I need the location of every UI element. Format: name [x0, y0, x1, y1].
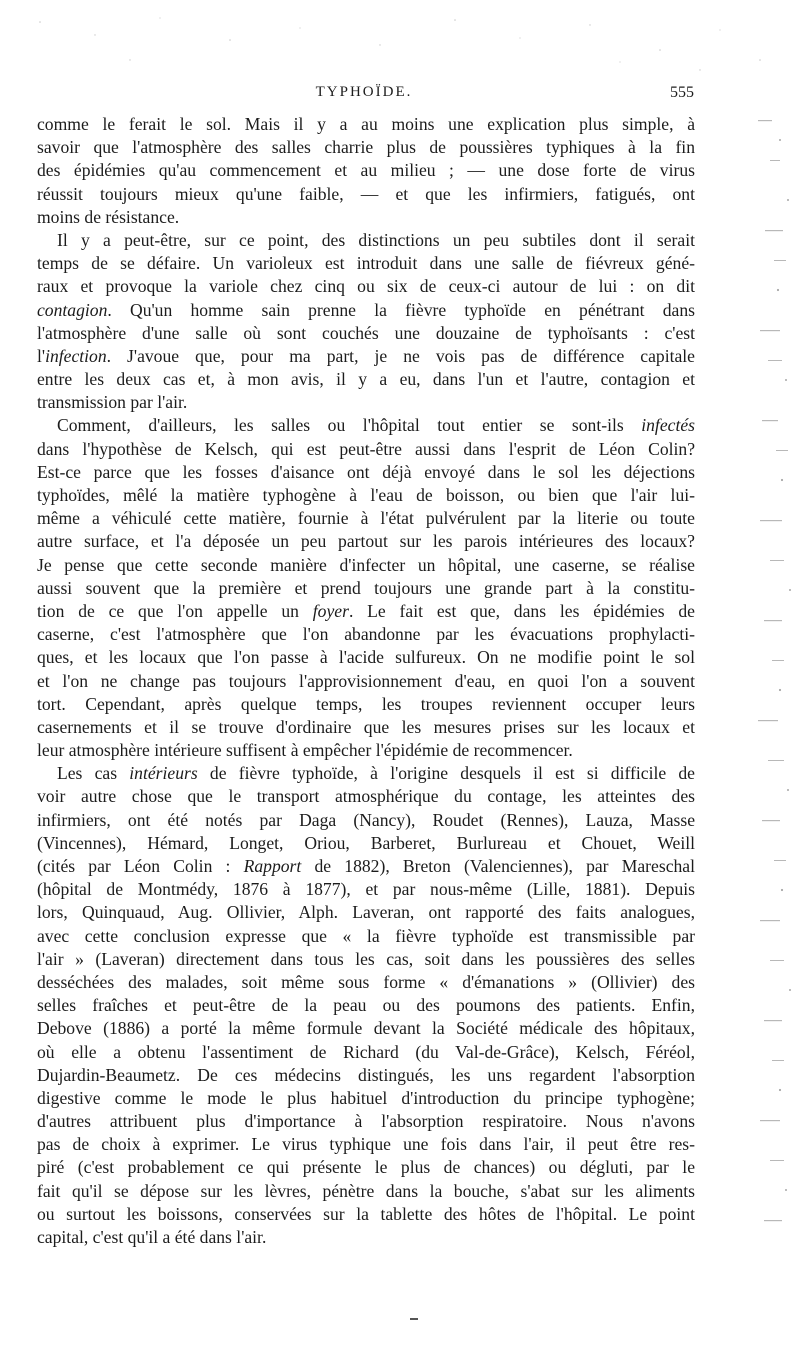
text-segment: fait qu'il se dépose sur les lèvres, pénètre dans la bouche, s'abat sur les aliments	[37, 1180, 695, 1201]
text-line	[37, 507, 695, 530]
running-header	[34, 80, 694, 106]
text-line	[37, 878, 695, 901]
text-segment: Je pense que cette seconde manière d'infecter un hôpital, une caserne, se réalise	[37, 554, 695, 575]
text-segment: réussit toujours mieux qu'une faible, — et que les infirmiers, fatigués, ont	[37, 183, 695, 204]
italic-text: contagion	[37, 299, 108, 320]
text-segment: transmission par l'air.	[37, 392, 188, 413]
text-line	[37, 600, 695, 623]
text-line	[37, 809, 695, 832]
text-segment: savoir que l'atmosphère des salles charrie plus de poussières typhiques à la fin	[37, 137, 695, 158]
text-segment: (cités par Léon Colin :	[37, 856, 244, 876]
text-line	[37, 925, 695, 948]
text-line	[37, 948, 695, 971]
text-line	[37, 901, 695, 924]
scan-noise-right-margin	[690, 0, 800, 1362]
text-line	[37, 994, 695, 1017]
text-segment: avec cette conclusion expresse que « la fièvre typhoïde est transmissible par	[37, 925, 695, 946]
text-line	[37, 414, 695, 437]
text-segment: desséchées des malades, soit même sous forme « d'émanations » (Ollivier) des	[37, 971, 695, 992]
text-segment: (Vincennes), Hémard, Longet, Oriou, Barberet, Burlureau et Chouet, Weill	[37, 832, 695, 853]
text-line	[37, 554, 695, 577]
text-segment: d'autres attribuent plus d'importance à l'absorption respiratoire. Nous n'avons	[37, 1111, 695, 1132]
text-line	[37, 739, 695, 762]
italic-text: infectés	[641, 415, 695, 436]
text-line	[37, 971, 695, 994]
text-segment: dans l'hypothèse de Kelsch, qui est peut-être aussi dans l'esprit de Léon Colin?	[37, 438, 695, 459]
text-line	[37, 136, 695, 159]
text-segment: ques, et les locaux que l'on passe à l'acide sulfureux. On ne modifie point le sol	[37, 647, 695, 668]
text-segment: typhoïdes, mêlé la matière typhogène à l'eau de boisson, ou bien que l'air lui-	[37, 485, 695, 505]
text-line	[37, 275, 695, 298]
text-line	[37, 345, 695, 368]
text-line	[37, 623, 695, 646]
scan-mark	[410, 1318, 418, 1320]
text-segment: Dujardin-Beaumetz. De ces médecins distingués, les uns regardent l'absorption	[37, 1064, 695, 1085]
text-line	[37, 1041, 695, 1064]
text-segment: lors, Quinquaud, Aug. Ollivier, Alph. Laveran, ont rapporté des faits analogues,	[37, 902, 695, 923]
text-line	[37, 1226, 695, 1249]
text-line	[37, 762, 695, 785]
text-line	[37, 1180, 695, 1203]
text-segment: entre les deux cas et, à mon avis, il y a eu, dans l'un et l'autre, contagion et	[37, 369, 695, 390]
text-line	[37, 368, 695, 391]
text-segment: digestive comme le mode le plus habituel d'introduction du principe typhogène;	[37, 1087, 695, 1108]
text-segment: piré (c'est probablement ce qui présente le plus de chances) ou dégluti, par le	[37, 1157, 695, 1178]
italic-text: infection	[45, 345, 107, 366]
text-segment: aussi souvent que la première et prend toujours une grande part à la constitu-	[37, 577, 695, 598]
italic-text: intérieurs	[129, 763, 198, 784]
text-segment: comme le ferait le sol. Mais il y a au moins une explication plus simple, à	[37, 114, 695, 134]
text-segment: caserne, c'est l'atmosphère que l'on abandonne par les évacuations prophylacti-	[37, 624, 695, 645]
text-line	[37, 1087, 695, 1110]
text-line	[37, 183, 695, 206]
text-line	[37, 252, 695, 275]
text-line	[37, 299, 695, 322]
text-line	[37, 391, 695, 414]
text-segment: selles fraîches et peut-être de la peau ou des poumons des patients. Enfin,	[37, 995, 695, 1016]
text-segment: autre surface, et l'a déposée un peu partout sur les parois intérieures des locaux?	[37, 531, 695, 552]
text-segment: raux et provoque la variole chez cinq ou six de ceux-ci autour de lui : on dit	[37, 276, 695, 297]
text-line	[37, 785, 695, 808]
text-segment: de 1882), Breton (Valenciennes), par Mareschal	[301, 856, 695, 876]
text-segment: Il y a peut-être, sur ce point, des distinctions un peu subtiles dont il serait	[57, 229, 695, 250]
text-line	[37, 577, 695, 600]
text-segment: (hôpital de Montmédy, 1876 à 1877), et par nous-même (Lille, 1881). Depuis	[37, 879, 695, 900]
text-line	[37, 484, 695, 507]
text-segment: . J'avoue que, pour ma part, je ne vois pas de différence capitale	[106, 345, 695, 366]
running-title: TYPHOÏDE.	[315, 84, 413, 100]
text-line	[37, 530, 695, 553]
text-line	[37, 670, 695, 693]
text-line	[37, 1156, 695, 1179]
text-segment: voir autre chose que le transport atmosphérique du contage, les atteintes des	[37, 786, 695, 807]
text-segment: leur atmosphère intérieure suffisent à empêcher l'épidémie de recommencer.	[37, 740, 573, 761]
text-segment: ou surtout les boissons, conservées sur la tablette des hôtes de l'hôpital. Le point	[37, 1203, 695, 1224]
text-line	[37, 1203, 695, 1226]
text-line	[37, 1064, 695, 1087]
text-segment: . Le fait est que, dans les épidémies de	[348, 600, 695, 621]
text-segment: casernements et il se trouve d'ordinaire que les mesures prises sur les locaux et	[37, 716, 695, 737]
text-segment: même a véhiculé cette matière, fournie à l'état pulvérulent par la literie ou toute	[37, 508, 695, 529]
text-line	[37, 206, 695, 229]
text-line	[37, 1017, 695, 1040]
text-line	[37, 1110, 695, 1133]
text-segment: Debove (1886) a porté la même formule devant la Société médicale des hôpitaux,	[37, 1018, 695, 1039]
page-number: 555	[670, 84, 694, 101]
scan-noise-top	[0, 0, 800, 90]
text-line	[37, 716, 695, 739]
text-segment: Comment, d'ailleurs, les salles ou l'hôpital tout entier se sont-ils	[57, 415, 642, 436]
text-segment: l'air » (Laveran) directement dans tous les cas, soit dans les poussières des selles	[37, 948, 695, 969]
text-segment: et l'on ne change pas toujours l'approvisionnement d'eau, en quoi l'on a souvent	[37, 670, 695, 691]
text-segment: Est-ce parce que les fosses d'aisance ont déjà envoyé dans le sol les déjections	[37, 461, 695, 482]
text-segment: l'	[37, 345, 46, 366]
text-segment: tort. Cependant, après quelque temps, les troupes reviennent occuper leurs	[37, 693, 695, 714]
text-line	[37, 832, 695, 855]
text-line	[37, 113, 695, 136]
text-segment: où elle a obtenu l'assentiment de Richard (du Val-de-Grâce), Kelsch, Féréol,	[37, 1041, 695, 1062]
text-segment: des épidémies qu'au commencement et au milieu ; — une dose forte de virus	[37, 160, 695, 181]
text-segment: capital, c'est qu'il a été dans l'air.	[37, 1227, 267, 1247]
text-segment: . Qu'un homme sain prenne la fièvre typhoïde en pénétrant dans	[107, 299, 695, 320]
text-line	[37, 855, 695, 878]
text-segment: infirmiers, ont été notés par Daga (Nancy), Roudet (Rennes), Lauza, Masse	[37, 809, 695, 830]
text-line	[37, 461, 695, 484]
text-segment: temps de se défaire. Un varioleux est introduit dans une salle de fiévreux géné-	[37, 253, 695, 274]
text-line	[37, 159, 695, 182]
text-line	[37, 229, 695, 252]
text-line	[37, 1133, 695, 1156]
text-segment: tion de ce que l'on appelle un	[37, 600, 313, 621]
text-segment: l'atmosphère d'une salle où sont couchés une douzaine de typhoïsants : c'est	[37, 322, 695, 343]
text-segment: moins de résistance.	[37, 206, 180, 227]
text-segment: de fièvre typhoïde, à l'origine desquels il est si difficile de	[197, 763, 695, 784]
italic-text: foyer	[312, 600, 349, 621]
body-text	[37, 113, 695, 1249]
text-line	[37, 693, 695, 716]
text-line	[37, 646, 695, 669]
text-segment: pas de choix à exprimer. Le virus typhique une fois dans l'air, il peut être res-	[37, 1134, 695, 1155]
text-segment: Les cas	[57, 763, 130, 784]
text-line	[37, 438, 695, 461]
italic-text: Rapport	[243, 856, 302, 876]
text-line	[37, 322, 695, 345]
